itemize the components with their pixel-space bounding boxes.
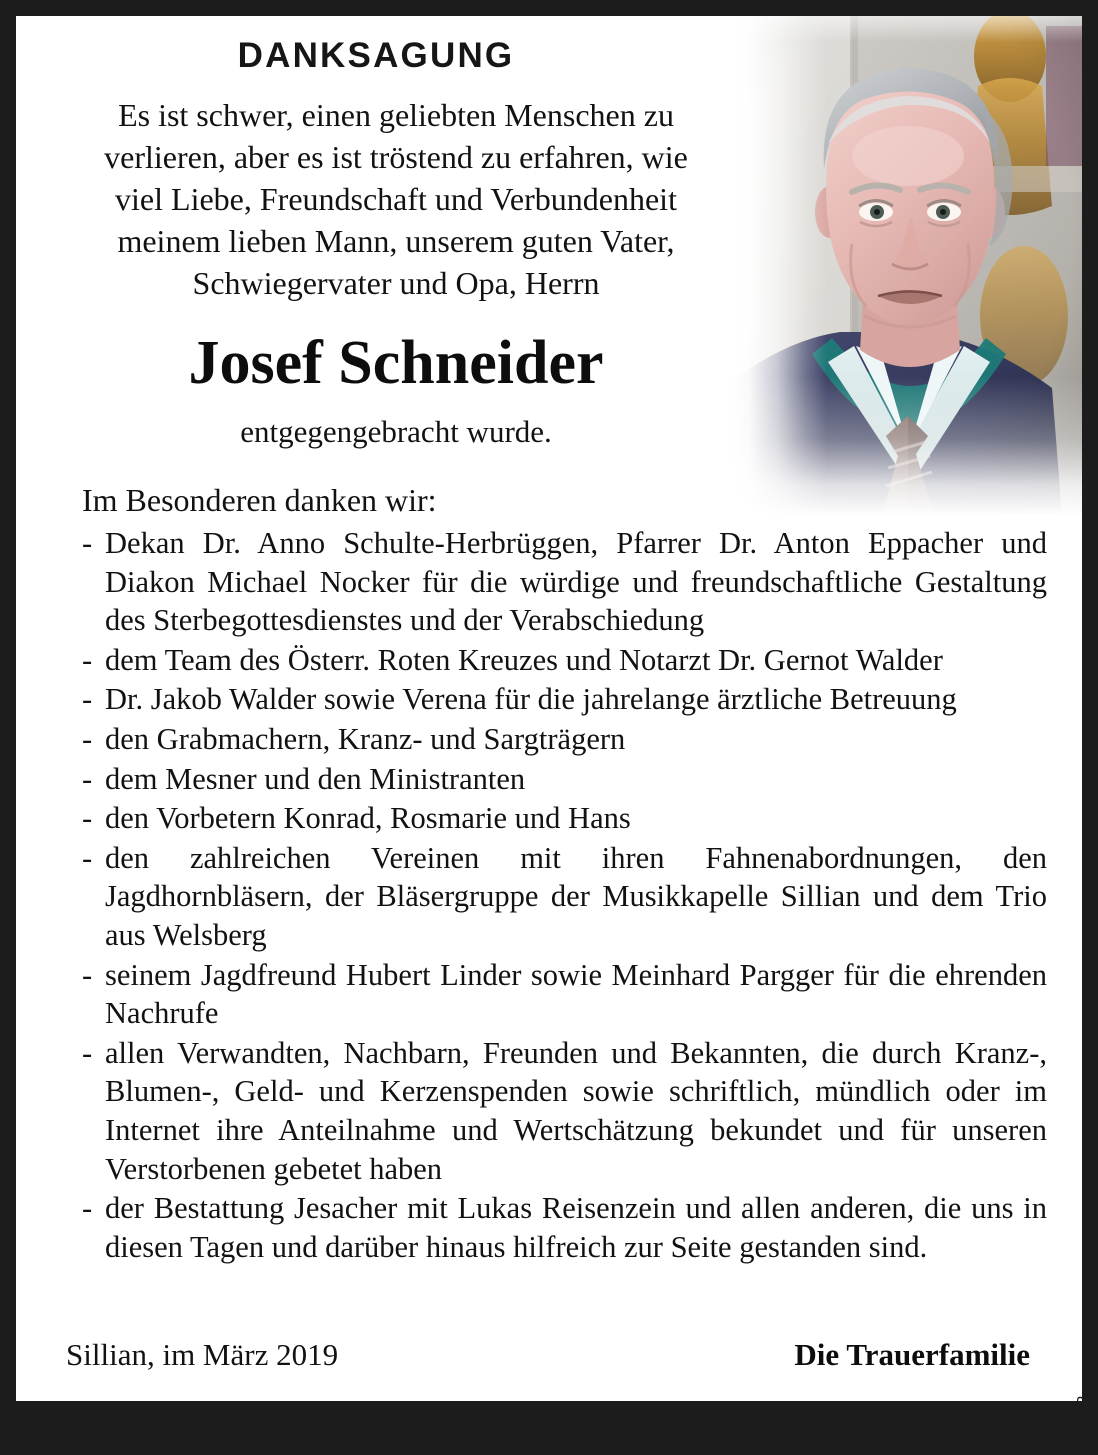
bullet-marker: - [82,526,93,560]
intro-line: meinem lieben Mann, unserem guten Vater, [117,223,675,259]
list-item [82,524,1047,640]
closing-line: entgegengebracht wurde. [240,414,552,449]
list-item [82,680,1047,719]
footer-place-date: Sillian, im März 2019 [66,1337,339,1372]
thanks-heading: Im Besonderen danken wir: [82,482,437,518]
bullet-marker: - [82,840,93,875]
reference-number: 174862 [1074,1395,1093,1455]
list-item-text: dem Mesner und den Ministranten [105,761,526,796]
notice-title: DANKSAGUNG [237,36,515,75]
list-item-text: der Bestattung Jesacher mit Lukas Reisenzein und allen anderen, die uns in diesen Tagen und darüber hinaus hilfreich zur Seite gestanden sind. [105,1191,1047,1264]
list-item [82,799,1047,838]
list-item-text: seinem Jagdfreund Hubert Linder sowie Meinhard Pargger für die ehrenden Nachrufe [105,957,1047,1031]
bullet-marker: - [82,721,93,756]
intro-line: viel Liebe, Freundschaft und Verbundenheit [115,181,677,217]
intro-line: verlieren, aber es ist tröstend zu erfahren, wie [104,139,688,175]
bullet-marker: - [82,1191,93,1226]
intro-line: Schwiegervater und Opa, Herrn [192,265,600,301]
bullet-marker: - [82,682,93,717]
list-item [82,1034,1047,1188]
notice-content [16,16,1082,1401]
bullet-marker: - [82,801,93,836]
list-item [82,1189,1047,1266]
notice-card [16,16,1082,1401]
list-item-text: allen Verwandten, Nachbarn, Freunden und Bekannten, die durch Kranz-, Blumen-, Geld- und Kerzenspenden sowie schriftlich, mündlich oder im Internet ihre Anteilnahme und Wertschätzung bekundet und für unseren Verstorbenen gebetet haben [105,1035,1047,1186]
list-item-text: Dekan Dr. Anno Schulte-Herbrüggen, Pfarrer Dr. Anton Eppacher und Diakon Michael Nocker für die würdige und freundschaftliche Gestaltung des Sterbegottesdienstes und der Verabschiedung [105,526,1047,638]
bullet-marker: - [82,761,93,796]
bullet-marker: - [82,642,93,677]
list-item [82,641,1047,680]
list-item [82,760,1047,799]
list-item [82,839,1047,955]
list-item-text: den Grabmachern, Kranz- und Sargträgern [105,721,626,756]
list-item [82,956,1047,1033]
list-item-text: den Vorbetern Konrad, Rosmarie und Hans [105,801,631,836]
list-item-text: dem Team des Österr. Roten Kreuzes und Notarzt Dr. Gernot Walder [105,642,943,677]
intro-paragraph [46,94,746,304]
thanks-list [82,524,1047,1267]
deceased-name: Josef Schneider [188,329,604,397]
list-item-text: Dr. Jakob Walder sowie Verena für die jahrelange ärztliche Betreuung [105,682,957,717]
intro-line: Es ist schwer, einen geliebten Menschen zu [118,97,674,133]
bullet-marker: - [82,957,93,992]
bullet-marker: - [82,1035,93,1070]
list-item-text: den zahlreichen Vereinen mit ihren Fahnenabordnungen, den Jagdhornbläsern, der Bläsergruppe der Musikkapelle Sillian und dem Trio aus Welsberg [105,840,1047,952]
footer-family: Die Trauerfamilie [794,1337,1030,1372]
list-item [82,720,1047,759]
